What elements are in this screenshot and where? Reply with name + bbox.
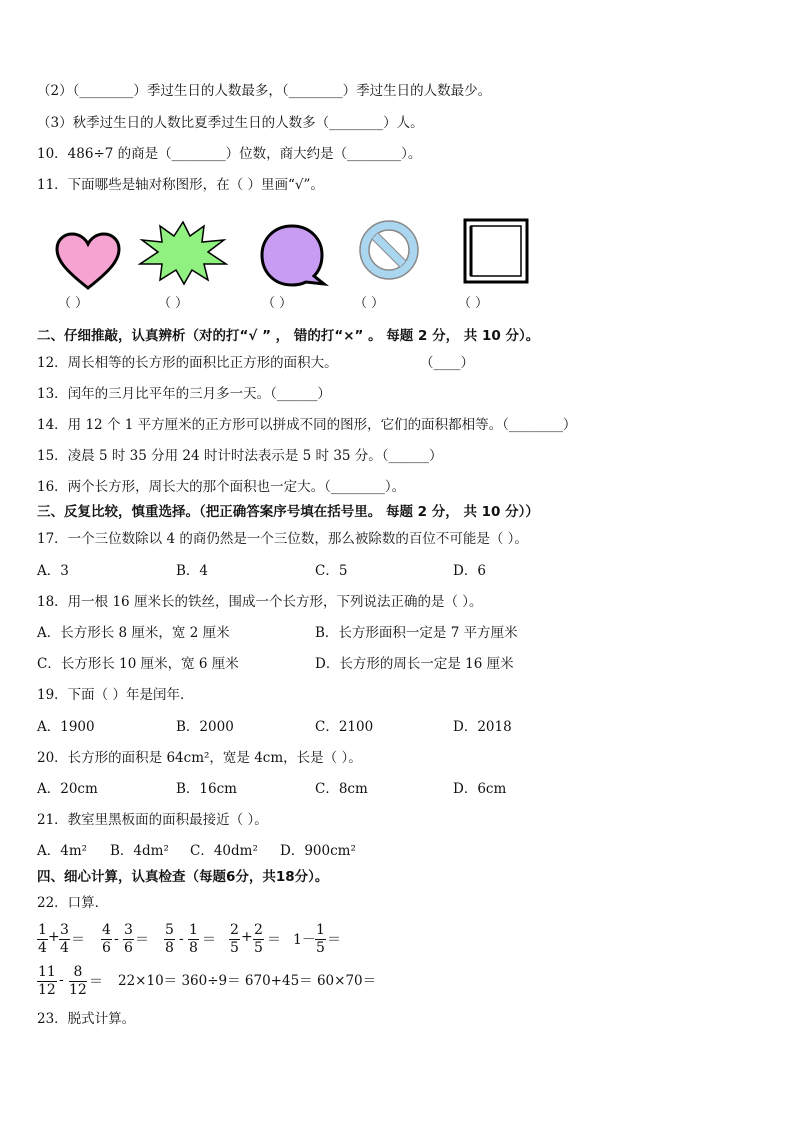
q19-option-c[interactable]: C．2100 xyxy=(315,719,374,735)
q21-option-a[interactable]: A．4m² xyxy=(37,843,88,859)
q19-option-b[interactable]: B．2000 xyxy=(176,719,234,735)
calc-item-4: $\frac{2}{5}$ + $\frac{2}{5}$ ＝ xyxy=(230,922,281,956)
no-sign-shape xyxy=(357,218,421,282)
q21-option-c[interactable]: C．40dm² xyxy=(190,843,258,859)
q20-option-b[interactable]: B．16cm xyxy=(176,781,237,797)
q19-option-d[interactable]: D．2018 xyxy=(453,719,512,735)
q18-option-d[interactable]: D．长方形的周长一定是 16 厘米 xyxy=(315,656,514,672)
section-4-heading: 四、细心计算，认真检查（每题6分，共18分）。 xyxy=(37,869,329,885)
q17-option-a[interactable]: A．3 xyxy=(37,563,69,579)
question-12-blank[interactable]: （____） xyxy=(420,355,474,371)
answer-paren-4[interactable]: （ ） xyxy=(354,296,385,311)
question-10: 10．486÷7 的商是（________）位数，商大约是（________）。 xyxy=(37,146,422,162)
speech-bubble-shape xyxy=(258,222,330,288)
question-19: 19．下面（ ）年是闰年． xyxy=(37,687,194,703)
question-18: 18．用一根 16 厘米长的铁丝，围成一个长方形，下列说法正确的是（ ）。 xyxy=(37,594,483,610)
q20-option-d[interactable]: D．6cm xyxy=(453,781,507,797)
question-15: 15．凌晨 5 时 35 分用 24 时计时法表示是 5 时 35 分。（______） xyxy=(37,448,443,464)
q20-option-c[interactable]: C．8cm xyxy=(315,781,368,797)
q18-option-b[interactable]: B．长方形面积一定是 7 平方厘米 xyxy=(315,625,518,641)
square-frame-shape xyxy=(463,218,529,284)
starburst-shape xyxy=(138,218,228,286)
calc-item-1: $\frac{1}{4}$ + $\frac{3}{4}$ ＝ xyxy=(38,922,85,956)
section-2-heading: 二、仔细推敲，认真辨析（对的打“√ ” ， 错的打“×” 。 每题 2 分， 共 10 分）。 xyxy=(37,328,540,344)
question-16: 16．两个长方形，周长大的那个面积也一定大。（________）。 xyxy=(37,479,406,495)
question-21: 21．教室里黑板面的面积最接近（ ）。 xyxy=(37,812,268,828)
q18-option-c[interactable]: C．长方形长 10 厘米，宽 6 厘米 xyxy=(37,656,239,672)
calc-item-3: $\frac{5}{8}$ - $\frac{1}{8}$ ＝ xyxy=(165,922,216,956)
section-3-heading: 三、反复比较，慎重选择。（把正确答案序号填在括号里。 每题 2 分， 共 10 分）） xyxy=(37,504,539,520)
question-14: 14．用 12 个 1 平方厘米的正方形可以拼成不同的图形，它们的面积都相等。（________） xyxy=(37,417,577,433)
q17-option-d[interactable]: D．6 xyxy=(453,563,486,579)
question-13: 13．闰年的三月比平年的三月多一天。（______） xyxy=(37,386,331,402)
heart-shape xyxy=(55,232,121,290)
question-11: 11．下面哪些是轴对称图形，在（ ）里画“√”。 xyxy=(37,177,324,193)
line-q9-2: （2）（________）季过生日的人数最多，（________）季过生日的人数最少。 xyxy=(37,83,492,99)
q21-option-b[interactable]: B．4dm² xyxy=(110,843,169,859)
question-22: 22．口算． xyxy=(37,895,109,911)
answer-paren-3[interactable]: （ ） xyxy=(262,296,293,311)
question-17: 17．一个三位数除以 4 的商仍然是一个三位数，那么被除数的百位不可能是（ ）。 xyxy=(37,531,528,547)
q21-option-d[interactable]: D．900cm² xyxy=(280,843,356,859)
answer-paren-1[interactable]: （ ） xyxy=(58,296,89,311)
line-q9-3: （3）秋季过生日的人数比夏季过生日的人数多（________）人。 xyxy=(37,115,424,131)
calc-item-6: $\frac{11}{12}$ - $\frac{8}{12}$ ＝ xyxy=(38,964,103,998)
question-20: 20．长方形的面积是 64cm²，宽是 4cm，长是（ ）。 xyxy=(37,750,362,766)
answer-paren-2[interactable]: （ ） xyxy=(158,296,189,311)
calc-rest: 22×10＝ 360÷9＝ 670+45＝ 60×70＝ xyxy=(118,973,377,989)
q18-option-a[interactable]: A．长方形长 8 厘米，宽 2 厘米 xyxy=(37,625,230,641)
q20-option-a[interactable]: A．20cm xyxy=(37,781,98,797)
q17-option-c[interactable]: C．5 xyxy=(315,563,348,579)
calc-item-5: 1－ $\frac{1}{5}$ ＝ xyxy=(293,922,341,956)
question-23: 23．脱式计算。 xyxy=(37,1011,136,1027)
question-12: 12．周长相等的长方形的面积比正方形的面积大。 xyxy=(37,355,338,371)
answer-paren-5[interactable]: （ ） xyxy=(458,296,489,311)
q19-option-a[interactable]: A．1900 xyxy=(37,719,95,735)
q17-option-b[interactable]: B．4 xyxy=(176,563,209,579)
calc-item-2: $\frac{4}{6}$ - $\frac{3}{6}$ ＝ xyxy=(102,922,149,956)
